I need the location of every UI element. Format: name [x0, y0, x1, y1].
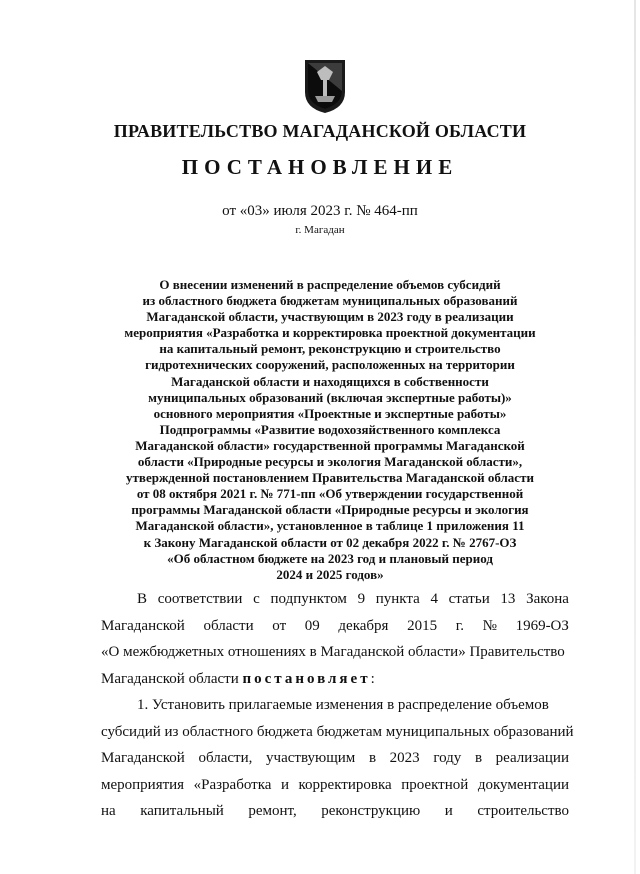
word: и — [444, 803, 453, 819]
decree-date-number: от «03» июля 2023 г. № 464-пп — [222, 203, 418, 219]
word: 4 — [430, 591, 438, 607]
word: документации — [477, 776, 569, 793]
word: и — [280, 776, 289, 793]
word: с — [253, 591, 260, 607]
word: в — [368, 750, 377, 766]
word: ремонт, — [248, 803, 297, 819]
word: № — [482, 617, 497, 634]
title-line: области «Природные ресурсы и экология Магаданской области», — [137, 454, 523, 470]
title-line: из областного бюджета бюджетам муниципальных образований — [142, 293, 518, 309]
title-line: Магаданской области», установленное в таблице 1 приложения 11 — [135, 518, 525, 534]
title-line: программы Магаданской области «Природные ресурсы и экология — [131, 502, 529, 518]
document-type: ПОСТАНОВЛЕНИЕ — [181, 155, 459, 179]
word: области — [203, 617, 254, 634]
word: 9 — [357, 591, 366, 607]
paragraph-line — [101, 798, 569, 825]
title-line: от 08 октября 2021 г. № 771-пп «Об утверждении государственной — [136, 486, 524, 502]
title-line: Магаданской области, участвующим в 2023 году в реализации — [146, 309, 514, 325]
word: г. — [455, 617, 464, 634]
scan-edge-shadow — [634, 0, 636, 874]
decree-body — [101, 586, 574, 825]
word: 1969-ОЗ — [515, 617, 569, 634]
title-line: 2024 и 2025 годов» — [276, 566, 384, 582]
word: 13 — [500, 591, 516, 607]
organization-name: ПРАВИТЕЛЬСТВО МАГАДАНСКОЙ ОБЛАСТИ — [113, 121, 527, 141]
title-line: Магаданской области» государственной программы Магаданской — [135, 437, 525, 453]
word: в — [474, 750, 483, 766]
word: статьи — [448, 591, 490, 607]
title-line: основного мероприятия «Проектные и экспертные работы» — [153, 405, 507, 421]
paragraph-line: 1. Установить прилагаемые изменения в распределение объемов — [137, 697, 549, 713]
word: декабря — [338, 617, 389, 634]
word: Магаданской — [101, 617, 185, 634]
title-line: на капитальный ремонт, реконструкцию и строительство — [159, 341, 501, 357]
title-line: к Закону Магаданской области от 02 декабря 2022 г. № 2767-ОЗ — [143, 534, 517, 550]
word: 2023 — [389, 750, 420, 766]
word: реконструкцию — [321, 803, 421, 819]
paragraph-line — [101, 586, 569, 613]
word: 09 — [304, 617, 320, 634]
word: 2015 — [407, 617, 438, 634]
word: реализации — [495, 750, 569, 766]
coat-of-arms-emblem — [303, 58, 347, 114]
title-line: утвержденной постановлением Правительства Магаданской области — [126, 470, 534, 486]
keyword-postanovlyaet: постановляет — [242, 670, 371, 687]
decree-title — [95, 277, 565, 583]
paragraph-line — [101, 613, 569, 640]
word: от — [272, 617, 287, 634]
title-line: муниципальных образований (включая экспертные работы)» — [148, 389, 512, 405]
word: строительство — [477, 803, 569, 819]
word: подпунктом — [270, 591, 347, 607]
word: Магаданской — [101, 750, 185, 766]
word: капитальный — [140, 803, 224, 819]
title-line: «Об областном бюджете на 2023 год и плановый период — [167, 550, 493, 566]
word: году — [433, 750, 462, 766]
text-fragment: : — [370, 670, 375, 687]
word: Закона — [526, 591, 569, 607]
word: проектной — [401, 776, 469, 793]
text-fragment: Магаданской области — [101, 670, 243, 687]
title-line: О внесении изменений в распределение объемов субсидий — [159, 277, 501, 292]
paragraph-line — [101, 666, 569, 693]
paragraph-line: «О межбюджетных отношениях в Магаданской области» Правительство — [101, 644, 565, 660]
paragraph-line — [101, 745, 569, 772]
city-name: г. Магадан — [295, 224, 345, 236]
word: области, — [198, 750, 253, 766]
word: мероприятия — [101, 776, 185, 793]
title-line: Подпрограммы «Развитие водохозяйственного комплекса — [159, 421, 501, 437]
word: участвующим — [266, 750, 356, 766]
word: корректировка — [298, 776, 392, 793]
word: В — [137, 591, 148, 607]
word: соответствии — [157, 591, 243, 607]
word: «Разработка — [193, 776, 272, 793]
word: пункта — [375, 591, 420, 607]
word: на — [101, 803, 116, 819]
title-line: мероприятия «Разработка и корректировка проектной документации — [124, 325, 536, 341]
title-line: гидротехнических сооружений, расположенных на территории — [145, 357, 515, 373]
paragraph-line — [101, 772, 569, 799]
title-line: Магаданской области и находящихся в собственности — [171, 373, 489, 389]
paragraph-line: субсидий из областного бюджета бюджетам муниципальных образований — [101, 723, 574, 740]
